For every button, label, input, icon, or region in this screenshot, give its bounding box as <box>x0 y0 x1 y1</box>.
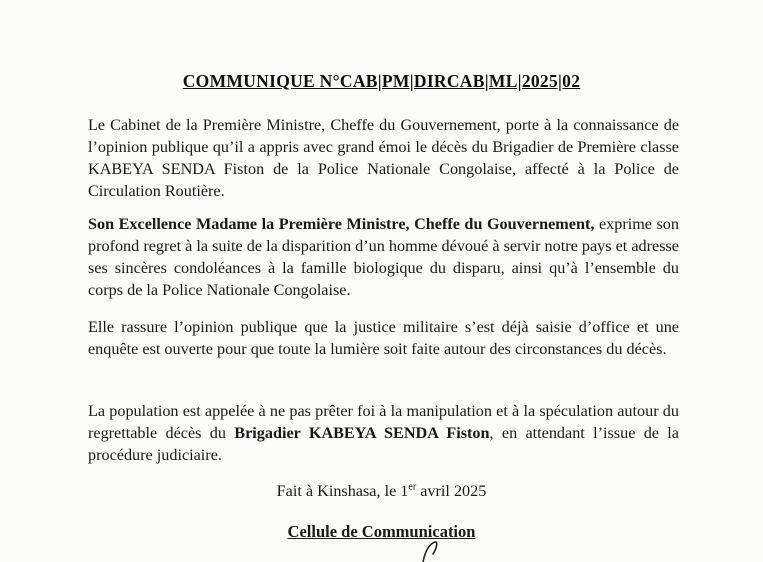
condolences-lead: Son Excellence Madame la Première Ministre, Cheffe du Gouvernement, <box>88 215 595 233</box>
place-date-superscript: er <box>408 481 417 493</box>
place-date <box>0 482 763 501</box>
appeal-bold-name: Brigadier KABEYA SENDA Fiston <box>234 424 490 442</box>
paragraph-announcement: Le Cabinet de la Première Ministre, Cheffe du Gouvernement, porte à la connaissance de l’opinion publique qu’il a appris avec grand émoi le décès du Brigadier de Première classe KABEYA SENDA Fiston de la Police Nationale Congolaise, affecté à la Police de Circulation Routière. <box>88 116 679 200</box>
paragraph-investigation: Elle rassure l’opinion publique que la justice militaire s’est déjà saisie d’office et une enquête est ouverte pour que toute la lumière soit faite autour des circonstances du décès. <box>88 318 679 358</box>
appeal-text-after: , en attendant l’issue de la procédure judiciaire. <box>88 424 679 464</box>
paragraph-condolences <box>88 213 679 301</box>
place-date-suffix: avril 2025 <box>416 482 487 500</box>
condolences-body: exprime son profond regret à la suite de la disparition d’un homme dévoué à servir notre pays et adresse ses sincères condoléances à la famille biologique du disparu, ainsi qu’à l’ensemble du corps de la Police Nationale Congolaise. <box>88 215 679 299</box>
communique-title: COMMUNIQUE N°CAB|PM|DIRCAB|ML|2025|02 <box>182 71 581 91</box>
appeal-text-before: La population est appelée à ne pas prêter foi à la manipulation et à la spéculation autour du regrettable décès du <box>88 402 679 442</box>
place-date-prefix: Fait à Kinshasa, le 1 <box>276 482 409 500</box>
paragraph-appeal <box>88 400 679 466</box>
signatory: Cellule de Communication <box>287 522 476 541</box>
signature-mark <box>405 540 465 562</box>
